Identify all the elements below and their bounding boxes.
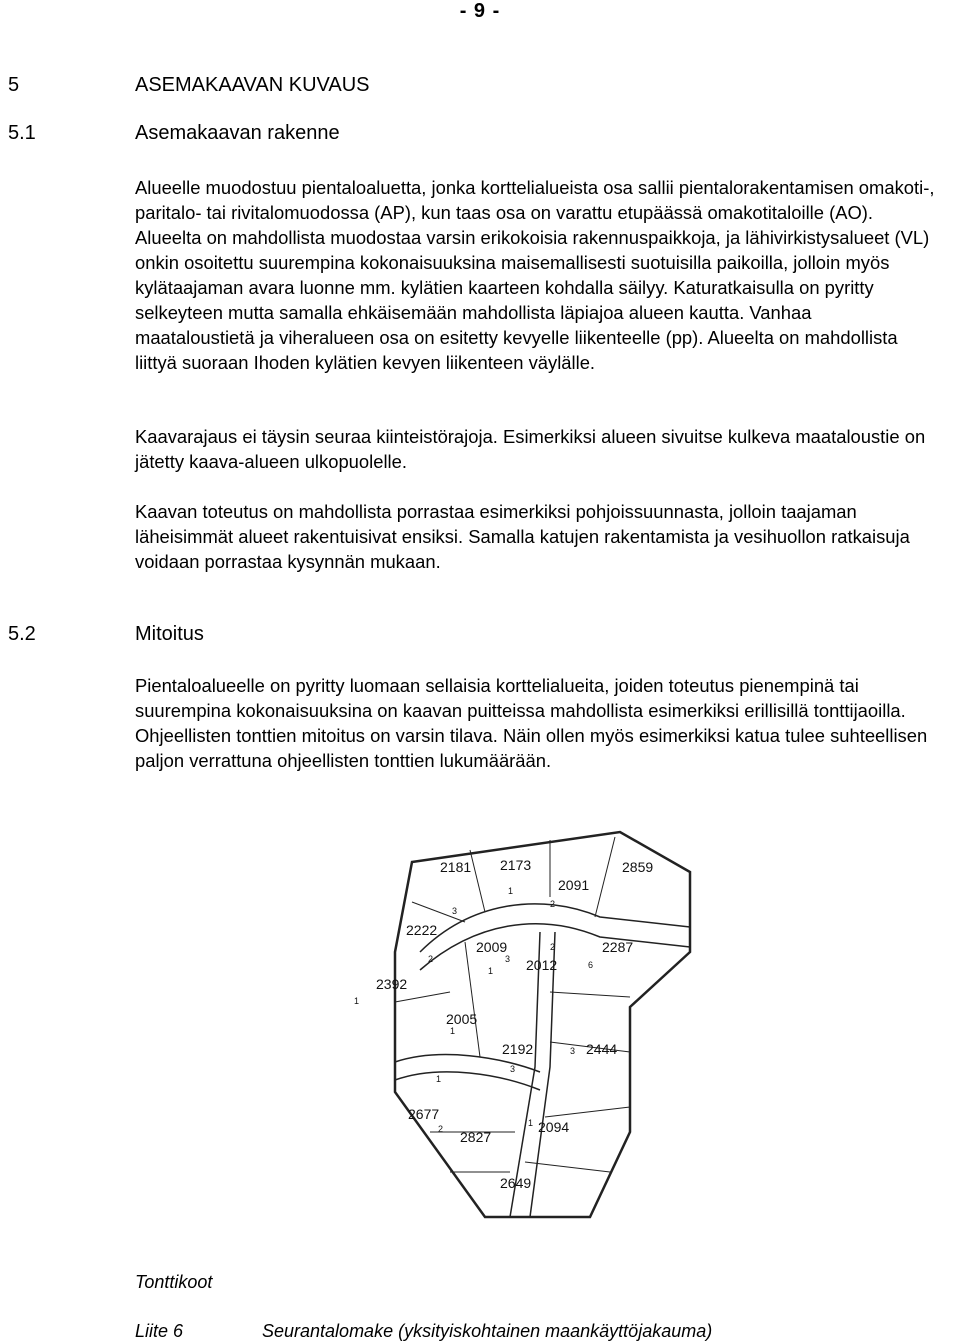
sublot-label: 3 bbox=[570, 1046, 576, 1056]
section-5-title: ASEMAKAAVAN KUVAUS bbox=[135, 74, 370, 96]
sublot-label: 2 bbox=[550, 942, 556, 952]
section-5-1-title: Asemakaavan rakenne bbox=[135, 122, 340, 144]
lot-label: 2444 bbox=[586, 1041, 618, 1057]
paragraph-structure-3: Kaavan toteutus on mahdollista porrastaa esimerkiksi pohjoissuunnasta, jolloin taajaman läheisimmät alueet rakentuisivat ensiksi. Samalla katujen rakentamista ja vesihuollon ratkaisuja voidaan porrastaa kysynnän mukaan. bbox=[135, 501, 910, 572]
sublot-label: 1 bbox=[508, 886, 514, 896]
lot-label: 2222 bbox=[406, 922, 438, 938]
sublot-label: 3 bbox=[510, 1064, 516, 1074]
sublot-label: 1 bbox=[436, 1074, 442, 1084]
lot-label: 2192 bbox=[502, 1041, 534, 1057]
lot-map-figure bbox=[354, 832, 700, 1217]
lot-label: 2859 bbox=[622, 859, 654, 875]
sublot-label: 3 bbox=[505, 954, 511, 964]
page-number: - 9 - bbox=[459, 0, 501, 22]
plan-boundary bbox=[395, 832, 690, 1217]
lot-label: 2181 bbox=[440, 859, 472, 875]
section-5-1-number: 5.1 bbox=[8, 122, 36, 144]
footer-appendix: Liite 6 bbox=[135, 1321, 184, 1341]
sublot-label: 1 bbox=[354, 996, 360, 1006]
lot-label: 2677 bbox=[408, 1106, 440, 1122]
sublot-label: 2 bbox=[428, 954, 434, 964]
sublot-label: 2 bbox=[550, 899, 556, 909]
sublot-label: 6 bbox=[588, 960, 594, 970]
lot-label: 2094 bbox=[538, 1119, 570, 1135]
paragraph-dimensioning: Pientaloalueelle on pyritty luomaan sellaisia korttelialueita, joiden toteutus pienempinä tai suurempina kokonaisuuksina on kaavan puitteissa mahdollista esimerkiksi erillisillä tonttijaoilla. Ohjeellisten tonttien mitoitus on varsin tilava. Näin ollen myös esimerkiksi katua tulee suhteellisen paljon verrattuna ohjeellisten tonttien lukumäärään. bbox=[135, 675, 928, 771]
sublot-label: 2 bbox=[438, 1124, 444, 1134]
lot-label: 2649 bbox=[500, 1175, 532, 1191]
sublot-label: 3 bbox=[452, 906, 458, 916]
lot-label: 2091 bbox=[558, 877, 590, 893]
lot-label: 2827 bbox=[460, 1129, 492, 1145]
lot-label: 2009 bbox=[476, 939, 508, 955]
lot-label: 2012 bbox=[526, 957, 558, 973]
section-5-number: 5 bbox=[8, 74, 20, 96]
paragraph-structure-1: Alueelle muodostuu pientaloaluetta, jonka korttelialueista osa sallii pientalorakentamisen omakoti-, paritalo- tai rivitalomuodossa (AP), kun taas osa on varattu etupäässä omakotitaloille (AO). Alueelta on mahdollista muodostaa varsin erikokoisia rakennuspaikkoja, ja lähivirkistysalueet (VL) onkin osoitettu suurempina kokonaisuuksina maisemallisesti suotuisilla paikoilla, jolloin myös kylätaajaman avara luonne mm. kylätien kaarteen kohdalla säilyy. Katuratkaisulla on pyritty selkeyteen mutta samalla ehkäisemään mahdollista läpiajoa alueen kautta. Vanhaa maataloustietä ja viheralueen osa on esitetty kevyelle liikenteelle (pp). Alueelta on mahdollista liittyä suoraan Ihoden kylätien kevyen liikenteen väylälle. bbox=[135, 177, 935, 373]
section-5-2-number: 5.2 bbox=[8, 623, 36, 645]
sublot-label: 1 bbox=[488, 966, 494, 976]
lot-label: 2173 bbox=[500, 857, 532, 873]
footer-description: Seurantalomake (yksityiskohtainen maankäyttöjakauma) bbox=[262, 1321, 713, 1341]
lot-map bbox=[354, 832, 700, 1217]
figure-caption: Tonttikoot bbox=[135, 1272, 213, 1292]
paragraph-structure-2: Kaavarajaus ei täysin seuraa kiinteistörajoja. Esimerkiksi alueen sivuitse kulkeva maataloustie on jätetty kaava-alueen ulkopuolelle. bbox=[135, 426, 926, 472]
lot-label: 2287 bbox=[602, 939, 634, 955]
lot-label: 2005 bbox=[446, 1011, 478, 1027]
lot-label: 2392 bbox=[376, 976, 408, 992]
sublot-label: 1 bbox=[528, 1118, 534, 1128]
sublot-label: 1 bbox=[450, 1026, 456, 1036]
section-5-2-title: Mitoitus bbox=[135, 623, 204, 645]
